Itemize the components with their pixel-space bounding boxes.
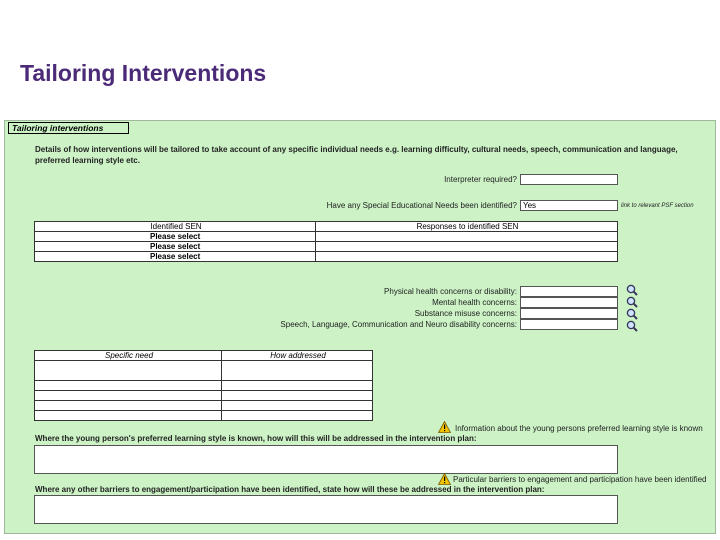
table-row (35, 252, 618, 262)
interpreter-field[interactable] (520, 174, 618, 185)
needs-cell[interactable] (35, 391, 222, 401)
magnifier-icon[interactable] (626, 320, 638, 332)
learning-style-textbox[interactable] (34, 445, 618, 474)
barriers-textbox[interactable] (34, 495, 618, 524)
sen-question-select[interactable]: Yes (520, 200, 618, 211)
barriers-label: Where any other barriers to engagement/participation have been identified, state how will these be addressed in the intervention plan: (35, 485, 545, 494)
magnifier-icon[interactable] (626, 296, 638, 308)
concern-field-physical[interactable] (520, 286, 618, 297)
intro-text: Details of how interventions will be tailored to take account of any specific individual needs e.g. learning difficulty, cultural needs, speech, communication and language, preferred learning style etc. (35, 145, 678, 165)
concern-field-substance[interactable] (520, 308, 618, 319)
needs-cell[interactable] (222, 361, 373, 381)
warning-icon (438, 421, 451, 433)
table-row (35, 232, 618, 242)
sen-header-identified: Identified SEN (35, 222, 316, 232)
needs-cell[interactable] (222, 381, 373, 391)
sen-response-field[interactable] (316, 232, 618, 242)
barriers-alert: Particular barriers to engagement and participation have been identified (453, 475, 707, 484)
concern-label-physical: Physical health concerns or disability: (384, 287, 517, 296)
table-row (35, 242, 618, 252)
sen-question-label: Have any Special Educational Needs been identified? (326, 201, 517, 210)
needs-table (34, 350, 373, 421)
tailoring-form (4, 120, 716, 534)
magnifier-icon[interactable] (626, 284, 638, 296)
concern-label-mental: Mental health concerns: (432, 298, 517, 307)
needs-cell[interactable] (35, 401, 222, 411)
sen-select[interactable]: Please select (35, 252, 316, 262)
table-row (35, 381, 373, 391)
sen-response-field[interactable] (316, 252, 618, 262)
table-row (35, 361, 373, 381)
needs-header-specific: Specific need (35, 351, 222, 361)
form-title: Tailoring interventions (8, 122, 129, 134)
needs-cell[interactable] (222, 391, 373, 401)
sen-header-responses: Responses to identified SEN (316, 222, 618, 232)
learning-style-alert: Information about the young persons preferred learning style is known (455, 424, 703, 433)
concern-label-speech: Speech, Language, Communication and Neuro disability concerns: (280, 320, 517, 329)
needs-cell[interactable] (35, 381, 222, 391)
learning-style-label: Where the young person's preferred learning style is known, how will this will be addressed in the intervention plan: (35, 434, 477, 443)
table-row (35, 411, 373, 421)
psf-link[interactable]: link to relevant PSF section (621, 203, 694, 209)
needs-header-how: How addressed (222, 351, 373, 361)
magnifier-icon[interactable] (626, 308, 638, 320)
sen-select[interactable]: Please select (35, 232, 316, 242)
page-title: Tailoring Interventions (20, 60, 267, 86)
needs-cell[interactable] (222, 401, 373, 411)
needs-cell[interactable] (35, 411, 222, 421)
concern-field-speech[interactable] (520, 319, 618, 330)
warning-icon (438, 473, 451, 485)
table-row (35, 401, 373, 411)
table-row (35, 391, 373, 401)
needs-cell[interactable] (35, 361, 222, 381)
sen-select[interactable]: Please select (35, 242, 316, 252)
sen-response-field[interactable] (316, 242, 618, 252)
concern-label-substance: Substance misuse concerns: (414, 309, 517, 318)
concern-field-mental[interactable] (520, 297, 618, 308)
needs-cell[interactable] (222, 411, 373, 421)
interpreter-label: Interpreter required? (444, 175, 517, 184)
sen-table (34, 221, 618, 262)
